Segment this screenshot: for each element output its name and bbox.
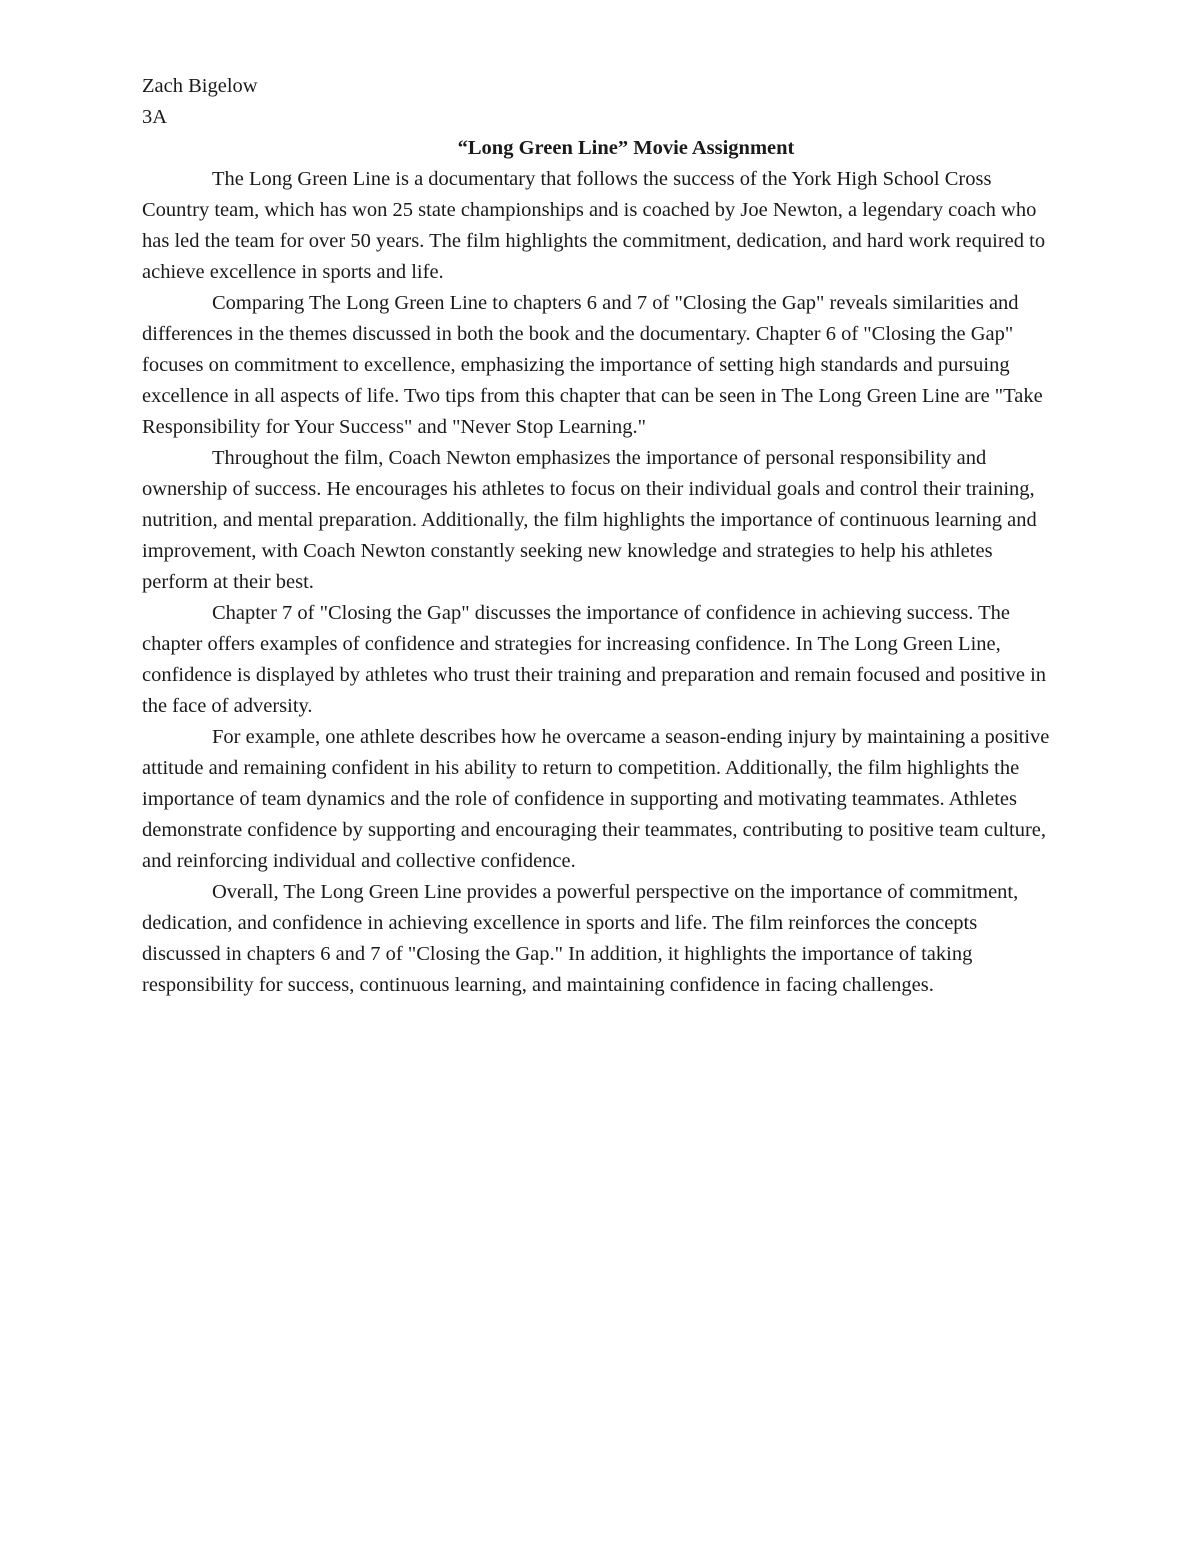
document-title: “Long Green Line” Movie Assignment [457,137,795,159]
paragraph-chapter-7: Chapter 7 of "Closing the Gap" discusses the importance of confidence in achieving success. The chapter offers examples of confidence and strategies for increasing confidence. In The Long Green Line, confidence is displayed by athletes who trust their training and preparation and remain focused and positive in the face of adversity. [142,602,1047,717]
paragraph-example: For example, one athlete describes how he overcame a season-ending injury by maintaining a positive attitude and remaining confident in his ability to return to competition. Additionally, the film highlights the importance of team dynamics and the role of confidence in supporting and motivating teammates. Athletes demonstrate confidence by supporting and encouraging their teammates, contributing to positive team culture, and reinforcing individual and collective confidence. [142,726,1050,872]
paragraph-conclusion: Overall, The Long Green Line provides a powerful perspective on the importance of commitment, dedication, and confidence in achieving excellence in sports and life. The film reinforces the concepts discussed in chapters 6 and 7 of "Closing the Gap." In addition, it highlights the importance of taking responsibility for success, continuous learning, and maintaining confidence in facing challenges. [142,881,1019,996]
paragraph-comparison: Comparing The Long Green Line to chapters 6 and 7 of "Closing the Gap" reveals similarities and differences in the themes discussed in both the book and the documentary. Chapter 6 of "Closing the Gap" focuses on commitment to excellence, emphasizing the importance of setting high standards and pursuing excellence in all aspects of life. Two tips from this chapter that can be seen in The Long Green Line are "Take Responsibility for Your Success" and "Never Stop Learning." [142,292,1043,438]
paragraph-responsibility: Throughout the film, Coach Newton emphasizes the importance of personal responsibility and ownership of success. He encourages his athletes to focus on their individual goals and control their training, nutrition, and mental preparation. Additionally, the film highlights the importance of continuous learning and improvement, with Coach Newton constantly seeking new knowledge and strategies to help his athletes perform at their best. [142,447,1037,593]
author-name: Zach Bigelow [142,75,258,97]
document-body [142,71,1060,1001]
paragraph-intro: The Long Green Line is a documentary that follows the success of the York High School Cross Country team, which has won 25 state championships and is coached by Joe Newton, a legendary coach who has led the team for over 50 years. The film highlights the commitment, dedication, and hard work required to achieve excellence in sports and life. [142,168,1046,283]
class-period: 3A [142,106,168,128]
